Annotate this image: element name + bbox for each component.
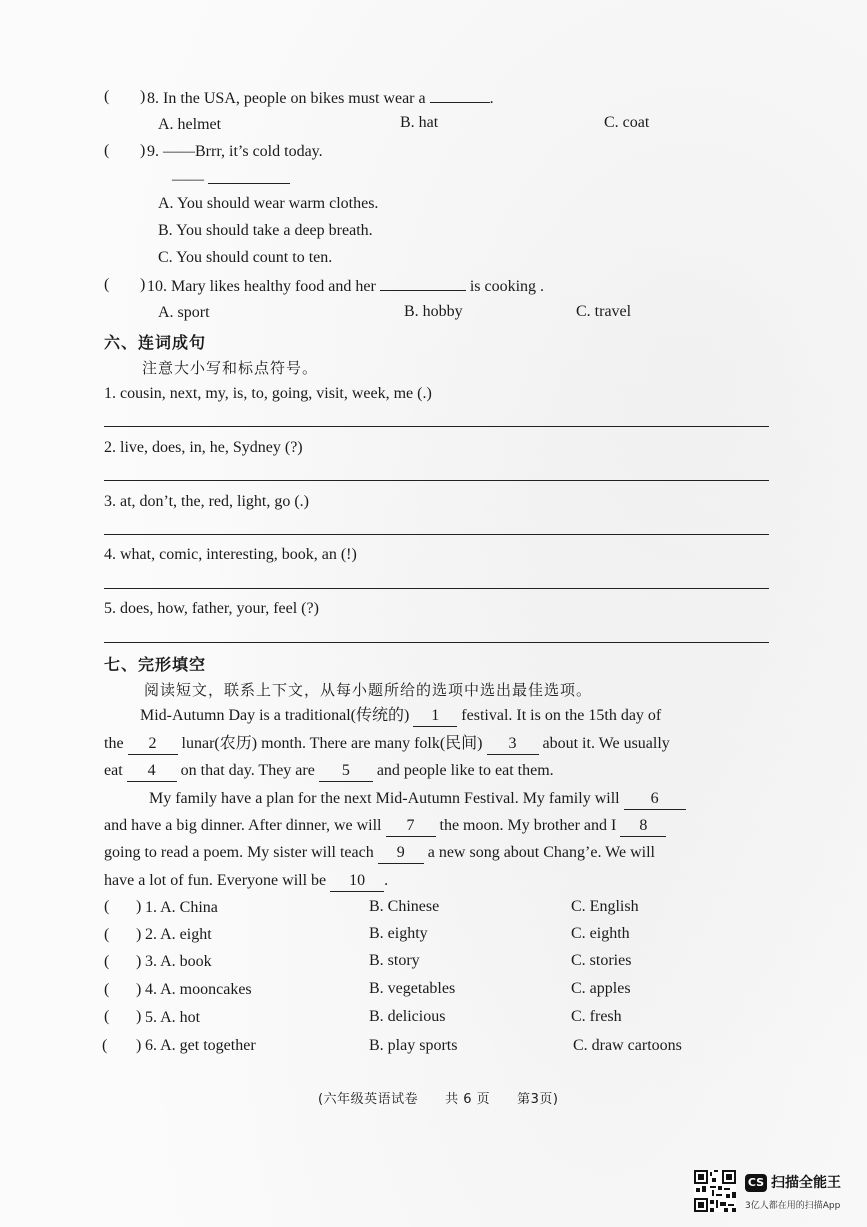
- cloze-option-c: C. draw cartoons: [573, 1037, 682, 1054]
- cloze-option-c: C. fresh: [571, 1008, 622, 1025]
- question-9-option-a: A. You should wear warm clothes.: [158, 195, 379, 212]
- answer-paren-close: ): [140, 276, 146, 293]
- passage-line: Mid-Autumn Day is a traditional(传统的) 1 festival. It is on the 15th day of: [140, 706, 661, 727]
- cloze-blank-10[interactable]: 10: [330, 871, 384, 892]
- cloze-option-c: C. eighth: [571, 925, 630, 942]
- question-10-stem: 10. Mary likes healthy food and her is cooking .: [147, 278, 545, 295]
- answer-line-5[interactable]: [104, 642, 769, 643]
- answer-line-3[interactable]: [104, 534, 769, 535]
- cloze-blank-6[interactable]: 6: [624, 789, 686, 810]
- answer-paren-open: (: [104, 898, 110, 915]
- cloze-option-a: 2. A. eight: [145, 926, 212, 943]
- answer-paren-open: (: [104, 1008, 110, 1025]
- passage-line: have a lot of fun. Everyone will be 10 .: [104, 871, 388, 892]
- answer-paren-close: ): [136, 898, 142, 915]
- answer-blank[interactable]: [208, 169, 290, 184]
- cloze-option-a: 5. A. hot: [145, 1009, 201, 1026]
- cloze-option-c: C. apples: [571, 980, 631, 997]
- cloze-blank-7[interactable]: 7: [386, 816, 436, 837]
- cloze-option-b: B. delicious: [369, 1008, 446, 1025]
- question-10-option-b: B. hobby: [404, 303, 463, 320]
- cloze-option-a: 6. A. get together: [145, 1037, 256, 1054]
- question-8-option-c: C. coat: [604, 114, 650, 131]
- answer-paren-close: ): [136, 1037, 142, 1054]
- answer-paren-open: (: [104, 953, 110, 970]
- cloze-blank-8[interactable]: 8: [620, 816, 666, 837]
- cloze-option-a: 1. A. China: [145, 899, 218, 916]
- camscanner-logo: CS: [745, 1174, 767, 1192]
- cloze-blank-9[interactable]: 9: [378, 843, 424, 864]
- cloze-option-c: C. stories: [571, 952, 632, 969]
- sentence-item-4: 4. what, comic, interesting, book, an (!): [104, 546, 357, 563]
- cloze-blank-4[interactable]: 4: [127, 761, 177, 782]
- cloze-option-b: B. vegetables: [369, 980, 456, 997]
- answer-paren-open: (: [104, 88, 110, 105]
- cloze-option-a: 3. A. book: [145, 953, 212, 970]
- cloze-blank-2[interactable]: 2: [128, 734, 178, 755]
- question-9-option-c: C. You should count to ten.: [158, 249, 333, 266]
- answer-paren-close: ): [136, 953, 142, 970]
- answer-paren-open: (: [104, 926, 110, 943]
- answer-blank[interactable]: [380, 276, 466, 291]
- answer-paren-close: ): [136, 926, 142, 943]
- qr-code-icon: [694, 1170, 736, 1212]
- sentence-item-5: 5. does, how, father, your, feel (?): [104, 600, 319, 617]
- section-7-title: 七、完形填空: [104, 655, 207, 674]
- answer-line-4[interactable]: [104, 588, 769, 589]
- cloze-blank-1[interactable]: 1: [413, 706, 457, 727]
- passage-line: the 2 lunar(农历) month. There are many folk(民间) 3 about it. We usually: [104, 734, 670, 755]
- cloze-blank-5[interactable]: 5: [319, 761, 373, 782]
- page-footer: (六年级英语试卷 共 6 页 第3页): [318, 1092, 559, 1107]
- answer-line-1[interactable]: [104, 426, 769, 427]
- cloze-blank-3[interactable]: 3: [487, 734, 539, 755]
- passage-line: going to read a poem. My sister will teach 9 a new song about Chang’e. We will: [104, 843, 655, 864]
- passage-line: and have a big dinner. After dinner, we will 7 the moon. My brother and I 8: [104, 816, 666, 837]
- passage-line: My family have a plan for the next Mid-Autumn Festival. My family will 6: [149, 789, 686, 810]
- question-8-stem: 8. In the USA, people on bikes must wear a .: [147, 90, 494, 107]
- question-8-option-a: A. helmet: [158, 116, 222, 133]
- answer-paren-open: (: [102, 1037, 108, 1054]
- question-9-option-b: B. You should take a deep breath.: [158, 222, 373, 239]
- answer-line-2[interactable]: [104, 480, 769, 481]
- passage-line: eat 4 on that day. They are 5 and people like to eat them.: [104, 761, 554, 782]
- question-9-reply-dash: ——: [172, 169, 290, 190]
- section-7-instruction: 阅读短文，联系上下文，从每小题所给的选项中选出最佳选项。: [144, 681, 593, 699]
- cloze-option-c: C. English: [571, 898, 639, 915]
- answer-paren-open: (: [104, 142, 110, 159]
- answer-paren-open: (: [104, 981, 110, 998]
- camscanner-name: 扫描全能王: [771, 1175, 841, 1191]
- answer-paren-close: ): [140, 88, 146, 105]
- cloze-option-b: B. eighty: [369, 925, 428, 942]
- cloze-option-a: 4. A. mooncakes: [145, 981, 252, 998]
- answer-paren-open: (: [104, 276, 110, 293]
- sentence-item-1: 1. cousin, next, my, is, to, going, visit, week, me (.): [104, 385, 432, 402]
- answer-paren-close: ): [136, 1008, 142, 1025]
- sentence-item-3: 3. at, don’t, the, red, light, go (.): [104, 493, 309, 510]
- question-10-option-c: C. travel: [576, 303, 632, 320]
- section-6-instruction: 注意大小写和标点符号。: [142, 359, 319, 377]
- section-6-title: 六、连词成句: [104, 333, 207, 352]
- answer-paren-close: ): [136, 981, 142, 998]
- cloze-option-b: B. story: [369, 952, 420, 969]
- question-8-option-b: B. hat: [400, 114, 439, 131]
- camscanner-tagline: 3亿人都在用的扫描App: [745, 1201, 841, 1211]
- sentence-item-2: 2. live, does, in, he, Sydney (?): [104, 439, 303, 456]
- answer-paren-close: ): [140, 142, 146, 159]
- answer-blank[interactable]: [430, 88, 490, 103]
- question-10-option-a: A. sport: [158, 304, 210, 321]
- question-9-stem: 9. ——Brrr, it’s cold today.: [147, 143, 323, 160]
- cloze-option-b: B. play sports: [369, 1037, 458, 1054]
- cloze-option-b: B. Chinese: [369, 898, 440, 915]
